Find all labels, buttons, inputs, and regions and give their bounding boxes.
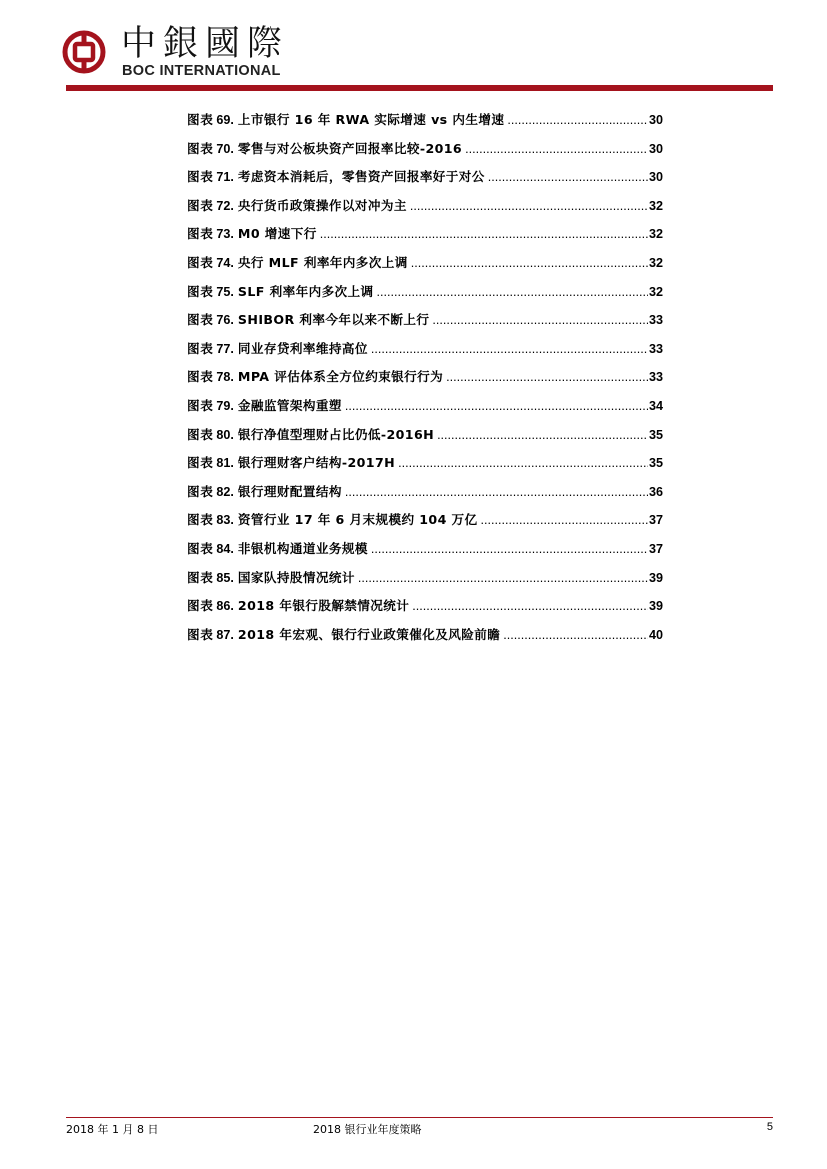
- toc-dot-leader: [488, 163, 648, 192]
- toc-dot-leader: [320, 220, 648, 249]
- toc-entry-number: 72.: [216, 198, 234, 213]
- toc-entry[interactable]: [187, 621, 663, 650]
- toc-entry-page: 33: [648, 341, 663, 356]
- toc-entry-number: 87.: [216, 627, 234, 642]
- toc-entry-number: 75.: [216, 284, 234, 299]
- toc-entry-number: 71.: [216, 170, 234, 185]
- footer-report-title: 2018 银行业年度策略: [313, 1123, 422, 1136]
- toc-entry[interactable]: [187, 306, 663, 335]
- toc-entry-prefix: 图表: [187, 226, 214, 242]
- toc-entry-prefix: 图表: [187, 140, 214, 156]
- toc-entry-number: 85.: [216, 570, 234, 585]
- toc-dot-leader: [437, 421, 648, 450]
- toc-entry[interactable]: [187, 592, 663, 621]
- toc-entry-prefix: 图表: [187, 254, 214, 270]
- toc-entry-title: SLF 利率年内多次上调: [237, 283, 374, 299]
- toc-entry-prefix: 图表: [187, 169, 214, 185]
- toc-entry[interactable]: [187, 278, 663, 307]
- toc-entry[interactable]: [187, 192, 663, 221]
- toc-entry-prefix: 图表: [187, 598, 214, 614]
- toc-dot-leader: [345, 392, 648, 421]
- toc-entry[interactable]: [187, 135, 663, 164]
- toc-entry-page: 36: [648, 484, 663, 499]
- toc-entry-prefix: 图表: [187, 397, 214, 413]
- footer-date: 2018 年 1 月 8 日: [66, 1123, 159, 1136]
- toc-entry[interactable]: [187, 392, 663, 421]
- toc-dot-leader: [410, 192, 648, 221]
- toc-entry-number: 76.: [216, 313, 234, 328]
- toc-entry-page: 35: [648, 456, 663, 471]
- toc-entry-title: 金融监管架构重塑: [237, 397, 342, 413]
- toc-entry-prefix: 图表: [187, 112, 214, 127]
- toc-entry-page: 30: [648, 141, 663, 156]
- toc-dot-leader: [371, 535, 648, 564]
- logo-chinese-name: 中銀國際: [121, 24, 290, 64]
- toc-entry-page: 39: [648, 599, 663, 614]
- toc-entry-prefix: 图表: [187, 626, 214, 642]
- toc-entry-title: MPA 评估体系全方位约束银行行为: [237, 369, 444, 385]
- toc-entry-number: 73.: [216, 227, 234, 242]
- toc-dot-leader: [371, 335, 648, 364]
- toc-entry[interactable]: [187, 220, 663, 249]
- toc-entry[interactable]: [187, 421, 663, 450]
- toc-entry[interactable]: [187, 335, 663, 364]
- toc-entry-title: 非银机构通道业务规模: [237, 540, 368, 556]
- toc-entry-title: 国家队持股情况统计: [237, 569, 355, 585]
- toc-entry-title: SHIBOR 利率今年以来不断上行: [237, 312, 430, 328]
- toc-entry-title: 资管行业 17 年 6 月末规模约 104 万亿: [237, 512, 478, 528]
- toc-dot-leader: [398, 449, 648, 478]
- toc-entry-page: 33: [648, 370, 663, 385]
- toc-entry-prefix: 图表: [187, 483, 214, 499]
- toc-entry-number: 77.: [216, 341, 234, 356]
- toc-entry-prefix: 图表: [187, 455, 214, 471]
- toc-dot-leader: [411, 249, 648, 278]
- toc-entry-title: 央行货币政策操作以对冲为主: [237, 197, 407, 213]
- figure-index-list: [187, 106, 663, 649]
- toc-entry-page: 32: [648, 255, 663, 270]
- toc-entry[interactable]: [187, 535, 663, 564]
- toc-entry[interactable]: [187, 564, 663, 593]
- boc-logo-icon: [62, 30, 106, 74]
- toc-entry[interactable]: [187, 506, 663, 535]
- toc-entry-title: 央行 MLF 利率年内多次上调: [237, 254, 408, 270]
- toc-entry-title: 同业存贷利率维持高位: [237, 340, 368, 356]
- footer-divider: [66, 1117, 773, 1118]
- toc-dot-leader: [446, 363, 648, 392]
- toc-entry-prefix: 图表: [187, 197, 214, 213]
- toc-entry-prefix: 图表: [187, 512, 214, 528]
- toc-entry-number: 83.: [216, 513, 234, 528]
- toc-entry-number: 79.: [216, 398, 234, 413]
- toc-entry-prefix: 图表: [187, 569, 214, 585]
- toc-entry-title: 银行净值型理财占比仍低-2016H: [237, 426, 435, 442]
- toc-entry-prefix: 图表: [187, 340, 214, 356]
- toc-entry-page: 37: [648, 513, 663, 528]
- toc-entry[interactable]: [187, 163, 663, 192]
- toc-entry-number: 69.: [216, 113, 234, 127]
- toc-entry-page: 35: [648, 427, 663, 442]
- page-footer: [66, 1121, 773, 1139]
- toc-entry-number: 80.: [216, 427, 234, 442]
- toc-dot-leader: [432, 306, 648, 335]
- toc-dot-leader: [358, 564, 648, 593]
- toc-entry-page: 39: [648, 570, 663, 585]
- toc-entry-prefix: 图表: [187, 540, 214, 556]
- toc-dot-leader: [465, 135, 648, 164]
- toc-entry[interactable]: [187, 106, 663, 135]
- toc-entry-prefix: 图表: [187, 369, 214, 385]
- toc-entry[interactable]: [187, 249, 663, 278]
- toc-entry-number: 74.: [216, 255, 234, 270]
- toc-entry-number: 70.: [216, 141, 234, 156]
- toc-dot-leader: [345, 478, 648, 507]
- toc-entry-title: 考虑资本消耗后，零售资产回报率好于对公: [237, 169, 485, 185]
- toc-entry-title: 银行理财客户结构-2017H: [237, 455, 396, 471]
- toc-entry[interactable]: [187, 449, 663, 478]
- toc-entry[interactable]: [187, 478, 663, 507]
- toc-entry-page: 37: [648, 541, 663, 556]
- page-header: [0, 0, 827, 100]
- toc-entry-page: 40: [648, 627, 663, 642]
- toc-entry-page: 30: [648, 170, 663, 185]
- header-divider: [66, 85, 773, 91]
- toc-entry-page: 32: [648, 227, 663, 242]
- toc-entry-page: 30: [648, 113, 663, 127]
- toc-entry-title: 2018 年银行股解禁情况统计: [237, 598, 410, 614]
- toc-dot-leader: [481, 506, 648, 535]
- toc-entry[interactable]: [187, 363, 663, 392]
- toc-dot-leader: [507, 106, 648, 135]
- toc-entry-page: 32: [648, 284, 663, 299]
- toc-entry-title: 零售与对公板块资产回报率比较-2016: [237, 140, 463, 156]
- toc-entry-page: 34: [648, 398, 663, 413]
- toc-entry-number: 82.: [216, 484, 234, 499]
- toc-entry-number: 78.: [216, 370, 234, 385]
- toc-entry-number: 86.: [216, 599, 234, 614]
- toc-entry-page: 32: [648, 198, 663, 213]
- toc-entry-number: 84.: [216, 541, 234, 556]
- toc-entry-prefix: 图表: [187, 426, 214, 442]
- toc-entry-prefix: 图表: [187, 312, 214, 328]
- toc-dot-leader: [377, 278, 648, 307]
- toc-entry-title: 银行理财配置结构: [237, 483, 342, 499]
- toc-dot-leader: [503, 621, 648, 650]
- toc-entry-title: M0 增速下行: [237, 226, 317, 242]
- toc-entry-title: 2018 年宏观、银行行业政策催化及风险前瞻: [237, 626, 501, 642]
- toc-entry-title: 上市银行 16 年 RWA 实际增速 vs 内生增速: [237, 112, 505, 127]
- toc-entry-number: 81.: [216, 456, 234, 471]
- toc-entry-page: 33: [648, 313, 663, 328]
- page-number: 5: [766, 1121, 773, 1133]
- toc-entry-prefix: 图表: [187, 283, 214, 299]
- logo-english-name: BOC INTERNATIONAL: [122, 63, 281, 79]
- toc-dot-leader: [412, 592, 648, 621]
